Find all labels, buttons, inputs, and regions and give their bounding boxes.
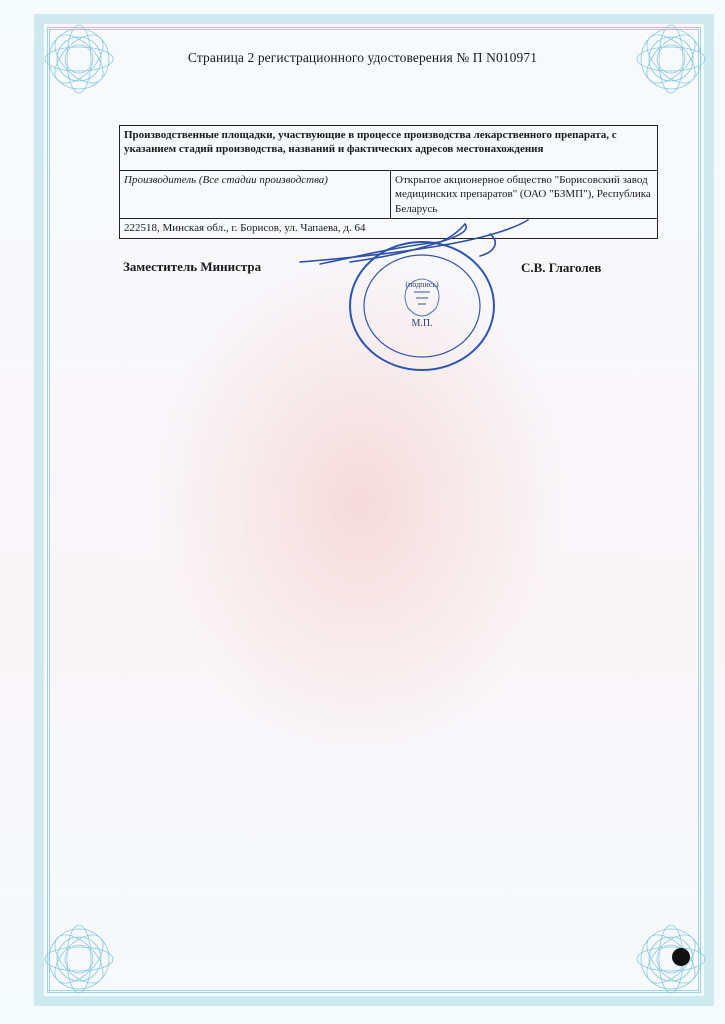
guilloche-corner-ornament [38,918,120,1000]
table-heading: Производственные площадки, участвующие в процессе производства лекарственного препарата, с указанием стадий производства, названий и фактических адресов местонахождения [120,126,658,171]
guilloche-corner-ornament [630,918,712,1000]
table-row [120,126,658,171]
producer-address: 222518, Минская обл., г. Борисов, ул. Чапаева, д. 64 [120,218,658,238]
producer-role: Производитель (Все стадии производства) [120,171,391,219]
punch-hole [672,948,690,966]
producer-organization: Открытое акционерное общество "Борисовский завод медицинских препаратов" (ОАО "БЗМП"), Республика Беларусь [391,171,658,219]
page-title: Страница 2 регистрационного удостоверения № П N010971 [187,50,538,65]
handwritten-signature [290,212,550,282]
signatory-name: С.В. Глаголев [521,260,602,275]
sign-caption: (подпись) [405,280,439,289]
signatory-position: Заместитель Министра [123,259,262,274]
seal-caption: М.П. [411,318,433,329]
